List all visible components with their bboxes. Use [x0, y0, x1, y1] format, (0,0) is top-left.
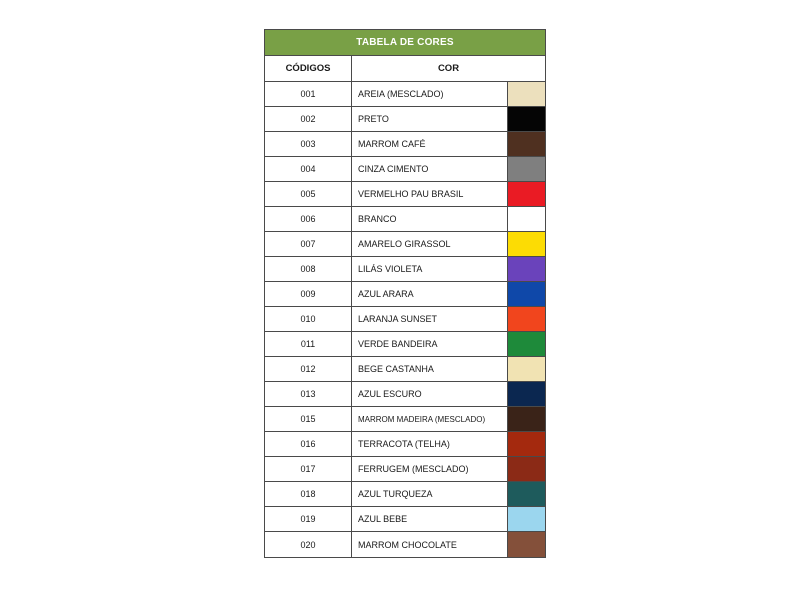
table-row — [265, 157, 545, 182]
table-header-row — [265, 56, 545, 82]
table-title: TABELA DE CORES — [265, 30, 545, 56]
color-code: 008 — [265, 257, 352, 281]
color-swatch — [508, 157, 545, 181]
color-name: AREIA (MESCLADO) — [352, 82, 508, 106]
color-code: 011 — [265, 332, 352, 356]
color-swatch — [508, 407, 545, 431]
swatch-fill — [508, 232, 545, 256]
table-row — [265, 82, 545, 107]
color-swatch — [508, 282, 545, 306]
table-row — [265, 232, 545, 257]
color-name: VERMELHO PAU BRASIL — [352, 182, 508, 206]
color-code: 001 — [265, 82, 352, 106]
swatch-fill — [508, 507, 545, 531]
color-code: 009 — [265, 282, 352, 306]
swatch-fill — [508, 107, 545, 131]
color-code: 004 — [265, 157, 352, 181]
swatch-fill — [508, 82, 545, 106]
color-name: AZUL ARARA — [352, 282, 508, 306]
color-swatch — [508, 532, 545, 557]
header-color: COR — [437, 63, 460, 74]
table-row — [265, 482, 545, 507]
color-swatch — [508, 382, 545, 406]
color-code: 003 — [265, 132, 352, 156]
color-swatch — [508, 332, 545, 356]
table-row — [265, 182, 545, 207]
color-name: BRANCO — [352, 207, 508, 231]
color-swatch — [508, 232, 545, 256]
header-codes: CÓDIGOS — [265, 56, 352, 81]
color-code: 016 — [265, 432, 352, 456]
color-name: CINZA CIMENTO — [352, 157, 508, 181]
color-code: 020 — [265, 532, 352, 557]
table-row — [265, 207, 545, 232]
swatch-fill — [508, 457, 545, 481]
color-name: TERRACOTA (TELHA) — [352, 432, 508, 456]
color-swatch — [508, 132, 545, 156]
color-name: FERRUGEM (MESCLADO) — [352, 457, 508, 481]
color-code: 010 — [265, 307, 352, 331]
swatch-fill — [508, 432, 545, 456]
table-body — [265, 82, 545, 557]
color-name: LARANJA SUNSET — [352, 307, 508, 331]
color-name: PRETO — [352, 107, 508, 131]
color-name: AZUL BEBE — [352, 507, 508, 531]
color-swatch — [508, 107, 545, 131]
swatch-fill — [508, 257, 545, 281]
swatch-fill — [508, 307, 545, 331]
color-code: 007 — [265, 232, 352, 256]
color-swatch — [508, 432, 545, 456]
color-name: MARROM CHOCOLATE — [352, 532, 508, 557]
swatch-fill — [508, 407, 545, 431]
color-code: 015 — [265, 407, 352, 431]
table-row — [265, 532, 545, 557]
table-row — [265, 332, 545, 357]
color-code: 018 — [265, 482, 352, 506]
table-row — [265, 357, 545, 382]
color-name: AMARELO GIRASSOL — [352, 232, 508, 256]
swatch-fill — [508, 157, 545, 181]
color-code: 006 — [265, 207, 352, 231]
table-row — [265, 382, 545, 407]
table-row — [265, 457, 545, 482]
table-row — [265, 307, 545, 332]
color-swatch — [508, 182, 545, 206]
color-swatch — [508, 482, 545, 506]
color-code: 019 — [265, 507, 352, 531]
color-code: 002 — [265, 107, 352, 131]
color-code: 005 — [265, 182, 352, 206]
color-swatch — [508, 257, 545, 281]
color-swatch — [508, 457, 545, 481]
swatch-fill — [508, 207, 545, 231]
color-name: AZUL TURQUEZA — [352, 482, 508, 506]
color-swatch — [508, 82, 545, 106]
color-code: 012 — [265, 357, 352, 381]
color-code: 017 — [265, 457, 352, 481]
color-name: LILÁS VIOLETA — [352, 257, 508, 281]
swatch-fill — [508, 382, 545, 406]
color-code: 013 — [265, 382, 352, 406]
color-swatch — [508, 507, 545, 531]
swatch-fill — [508, 282, 545, 306]
swatch-fill — [508, 182, 545, 206]
color-name: MARROM MADEIRA (MESCLADO) — [352, 407, 508, 431]
table-row — [265, 107, 545, 132]
color-name: BEGE CASTANHA — [352, 357, 508, 381]
swatch-fill — [508, 482, 545, 506]
swatch-fill — [508, 332, 545, 356]
table-row — [265, 132, 545, 157]
color-swatch — [508, 357, 545, 381]
swatch-fill — [508, 132, 545, 156]
table-row — [265, 432, 545, 457]
table-row — [265, 257, 545, 282]
swatch-fill — [508, 532, 545, 557]
color-swatch — [508, 207, 545, 231]
color-name: AZUL ESCURO — [352, 382, 508, 406]
swatch-fill — [508, 357, 545, 381]
color-name: MARROM CAFÉ — [352, 132, 508, 156]
table-row — [265, 407, 545, 432]
color-table — [264, 29, 546, 558]
color-swatch — [508, 307, 545, 331]
table-row — [265, 282, 545, 307]
table-row — [265, 507, 545, 532]
color-name: VERDE BANDEIRA — [352, 332, 508, 356]
